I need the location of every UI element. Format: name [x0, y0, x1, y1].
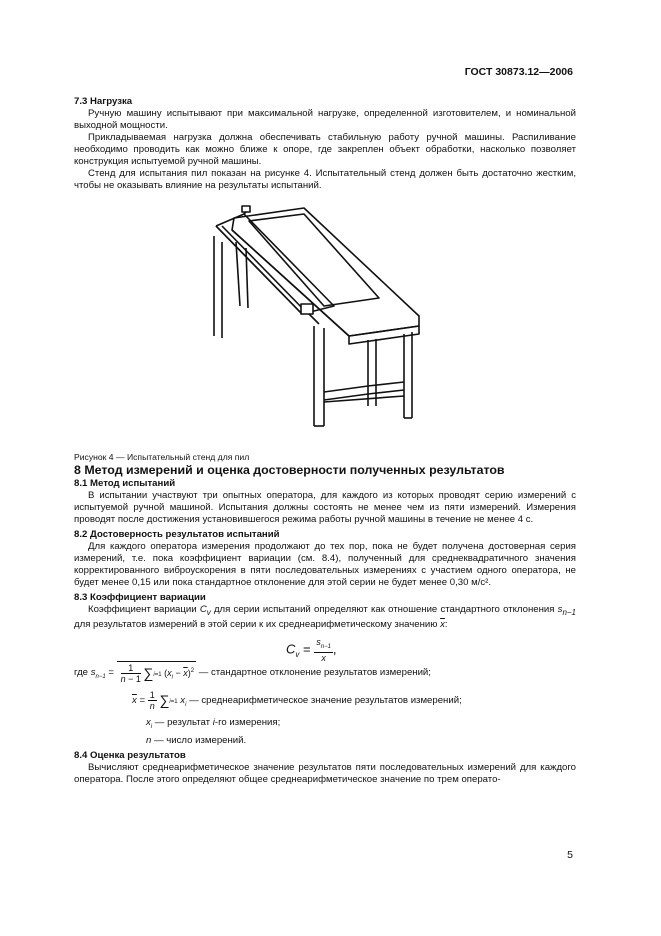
section-8-title: 8 Метод измерений и оценка достоверности полученных результатов	[74, 463, 505, 477]
s-symbol: s	[557, 604, 563, 615]
cv-subscript: v	[206, 607, 211, 617]
i-sub: i	[150, 723, 153, 730]
xi-definition: $x_i$ — результат i-го измерения;	[146, 716, 281, 730]
n-symbol: n	[146, 734, 152, 746]
s-symbol-def: s	[90, 666, 96, 678]
cv-formula	[74, 633, 576, 663]
section-8-3-paragraph	[74, 604, 576, 631]
xbar-symbol: $\overline{x}$	[440, 618, 445, 630]
n-definition	[74, 735, 576, 747]
xbar-def: $\overline{x}$	[132, 694, 137, 706]
figure-caption: Рисунок 4 — Испытательный стенд для пил	[74, 452, 250, 462]
s-sub-def: n−1	[95, 673, 106, 680]
sd-definition-text: — стандартное отклонение результатов измерений;	[198, 666, 431, 678]
sqrt-expression: $\frac{1}{n - 1}$ ∑i=1 $(x_i - \overline{x})^2$	[117, 661, 196, 684]
xi-definition-text: — результат	[152, 716, 213, 728]
mean-definition-text: — среднеарифметическое значение результатов измерений;	[189, 694, 462, 706]
section-8-1-title: 8.1 Метод испытаний	[74, 478, 176, 489]
section-8-4-paragraph: Вычисляют среднеарифметическое значение результатов пяти последовательных измерений для каждого оператора. После этого определяют общее среднеарифметическое значение по трем операто-	[74, 761, 576, 785]
figure-4	[74, 194, 576, 451]
section-8-1-paragraph: В испытании участвуют три опытных оператора, для каждого из которых проводят серию измерений с испытуемой ручной машиной. Испытания должны состоять не менее чем из пяти измерений. Измерения проводят после достижения установившегося режима работы ручной машины в течение не менее 4 с.	[74, 490, 576, 525]
section-8-2-title: 8.2 Достоверность результатов испытаний	[74, 529, 280, 540]
text-span: для серии испытаний определяют как отношение стандартного отклонения	[210, 604, 558, 615]
section-7-3-paragraph-3: Стенд для испытания пил показан на рисунке 4. Испытательный стенд должен быть достаточно жестким, чтобы не оказывать влияние на результаты испытаний.	[74, 168, 576, 191]
cv-fraction	[314, 637, 333, 663]
text-span: Коэффициент вариации	[88, 604, 200, 615]
section-8-4-title: 8.4 Оценка результатов	[74, 749, 186, 761]
section-8-2-paragraph: Для каждого оператора измерения продолжают до тех пор, пока не будет получена достоверная серия измерений, т.е. пока коэффициент вариации (см. 8.4), полученный для среднеквадратичного значения корректированного виброускорения в пяти последовательных измерениях с участием одного оператора, не будет менее 0,15 или пока стандартное отклонение для этой серии не будет менее 0,30 м/с².	[74, 541, 576, 588]
page-number: 5	[567, 849, 573, 861]
where-label: где	[74, 666, 89, 678]
section-7-3-paragraph-1: Ручную машину испытывают при максимальной нагрузке, определенной изготовителем, и номинальной выходной мощности.	[74, 108, 576, 131]
sd-definition: где $s_{n-1}$ = $\frac{1}{n - 1}$ ∑i=1 $(x_i - \overline{x})^2$ — стандартное отклонение результатов измерений;	[74, 662, 431, 684]
document-header: ГОСТ 30873.12—2006	[464, 66, 573, 78]
frac-denominator: x	[321, 652, 326, 663]
page-content	[74, 96, 576, 786]
cv-sub-eq: v	[295, 649, 300, 659]
s-subscript: n−1	[562, 607, 577, 617]
text-span: :	[444, 618, 448, 630]
saw-test-stand-drawing	[204, 196, 434, 436]
cv-symbol-eq: C	[286, 641, 296, 657]
n-definition-text: — число измерений.	[151, 734, 247, 746]
xi-definition-text-2: -го измерения;	[214, 716, 281, 728]
text-span: для результатов измерений в этой серии к их среднеарифметическому значению	[74, 618, 441, 630]
section-8-3-title: 8.3 Коэффициент вариации	[74, 592, 206, 603]
i-symbol: i	[212, 716, 215, 728]
cv-equation: $C_v$ = $\frac{s_{n-1}}{x}$ ,	[286, 636, 337, 663]
frac-numerator-sub: n−1	[320, 643, 331, 650]
cv-symbol: C	[199, 604, 207, 615]
frac-numerator: s	[316, 636, 321, 647]
mean-definition: $\overline{x}$ = $\frac{1}{n}$ ∑i=1 $x_i$ — среднеарифметическое значение результатов измерений;	[132, 689, 462, 711]
section-7-3-title: 7.3 Нагрузка	[74, 96, 133, 107]
section-7-3-paragraph-2: Прикладываемая нагрузка должна обеспечивать стабильную работу ручной машины. Распиливание необходимо проводить как можно ближе к опоре, где закреплен объект обработки, насколько позволяет конструкция испытуемой ручной машины.	[74, 132, 576, 167]
